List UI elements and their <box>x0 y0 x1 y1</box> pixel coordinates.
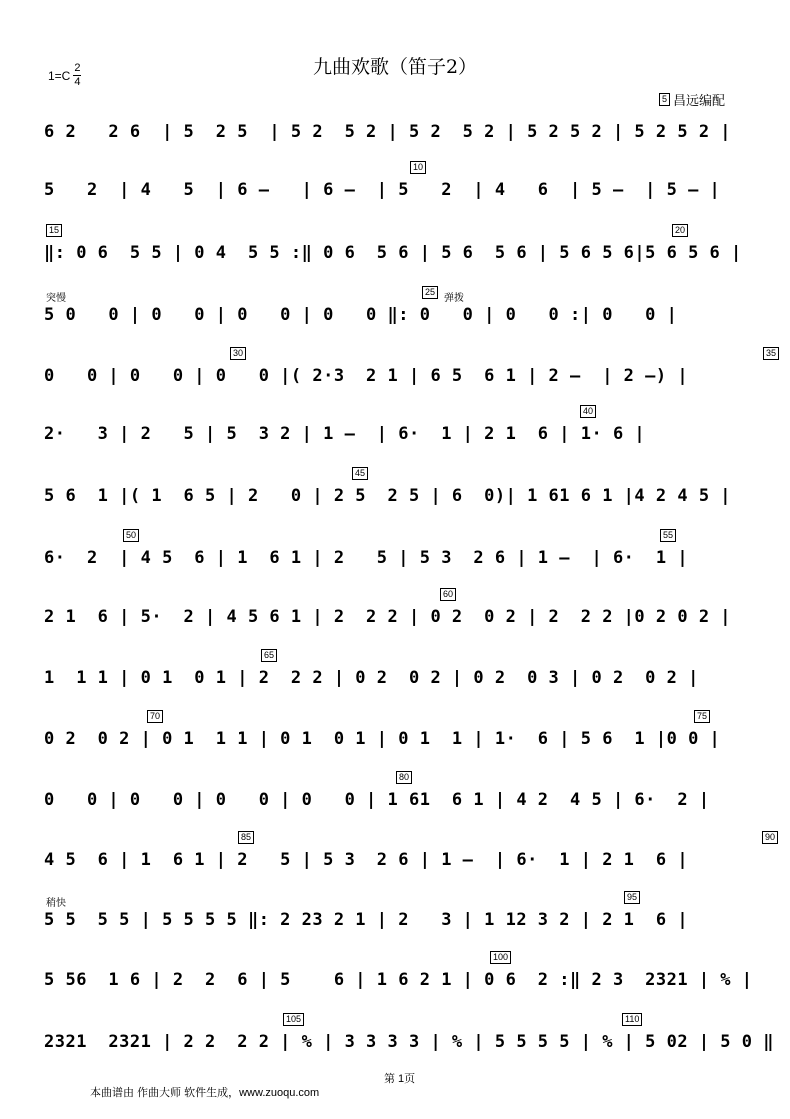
score-line: 2· 3 | 2 5 | 5 3 2 | 1 – | 6· 1 | 2 1 6 | 1· 6 | <box>44 424 646 444</box>
meter-bottom: 4 <box>74 76 81 88</box>
measure-number: 90 <box>762 831 778 844</box>
score-line: 5 56 1 6 | 2 2 6 | 5 6 | 1 6 2 1 | 0 6 2 :‖ 2 3 2321 | % | <box>44 970 753 990</box>
measure-number: 45 <box>352 467 368 480</box>
score-line: 5 2 | 4 5 | 6 – | 6 – | 5 2 | 4 6 | 5 – | 5 – | <box>44 180 721 200</box>
arranger-name: 昌远编配 <box>673 93 726 108</box>
score-line: 6· 2 | 4 5 6 | 1 6 1 | 2 5 | 5 3 2 6 | 1 – | 6· 1 | <box>44 548 689 568</box>
score-line: 2 1 6 | 5· 2 | 4 5 6 1 | 2 2 2 | 0 2 0 2 | 2 2 2 |0 2 0 2 | <box>44 607 732 627</box>
arranger-measure-number: 5 <box>659 93 670 106</box>
score-line: 5 5 5 5 | 5 5 5 5 ‖: 2 23 2 1 | 2 3 | 1 12 3 2 | 2 1 6 | <box>44 910 689 930</box>
measure-number: 55 <box>660 529 676 542</box>
measure-number: 105 <box>283 1013 304 1026</box>
performance-direction: 突慢 <box>46 293 66 304</box>
meter-top: 2 <box>74 62 81 74</box>
measure-number: 75 <box>694 710 710 723</box>
measure-number: 65 <box>261 649 277 662</box>
measure-number: 40 <box>580 405 596 418</box>
score-line: 0 0 | 0 0 | 0 0 |( 2·3 2 1 | 6 5 6 1 | 2 – | 2 –) | <box>44 366 689 386</box>
measure-number: 15 <box>46 224 62 237</box>
measure-number: 110 <box>622 1013 642 1026</box>
measure-number: 10 <box>410 161 426 174</box>
measure-number: 95 <box>624 891 640 904</box>
measure-number: 30 <box>230 347 246 360</box>
score-line: 6 2 2 6 | 5 2 5 | 5 2 5 2 | 5 2 5 2 | 5 2 5 2 | 5 2 5 2 | <box>44 122 732 142</box>
score-line: 1 1 1 | 0 1 0 1 | 2 2 2 | 0 2 0 2 | 0 2 0 3 | 0 2 0 2 | <box>44 668 699 688</box>
measure-number: 85 <box>238 831 254 844</box>
score-line: 2321 2321 | 2 2 2 2 | % | 3 3 3 3 | % | 5 5 5 5 | % | 5 02 | 5 0 ‖ <box>44 1032 774 1052</box>
measure-number: 100 <box>490 951 511 964</box>
arranger-credit <box>659 90 725 109</box>
page-title: 九曲欢歌（笛子2） <box>312 56 478 78</box>
measure-number: 60 <box>440 588 456 601</box>
measure-number: 80 <box>396 771 412 784</box>
measure-number: 25 <box>422 286 438 299</box>
footer-credit: 本曲谱由 作曲大师 软件生成，www.zuoqu.com <box>90 1087 320 1099</box>
score-line: 5 6 1 |( 1 6 5 | 2 0 | 2 5 2 5 | 6 0)| 1 61 6 1 |4 2 4 5 | <box>44 486 732 506</box>
score-line: ‖: 0 6 5 5 | 0 4 5 5 :‖ 0 6 5 6 | 5 6 5 6 | 5 6 5 6|5 6 5 6 | <box>44 243 742 263</box>
performance-direction: 稍快 <box>46 898 66 909</box>
performance-direction: 弹拨 <box>444 293 464 304</box>
measure-number: 50 <box>123 529 139 542</box>
measure-number: 70 <box>147 710 163 723</box>
measure-number: 20 <box>672 224 688 237</box>
score-line: 4 5 6 | 1 6 1 | 2 5 | 5 3 2 6 | 1 – | 6· 1 | 2 1 6 | <box>44 850 689 870</box>
measure-number: 35 <box>763 347 779 360</box>
score-line: 5 0 0 | 0 0 | 0 0 | 0 0 ‖: 0 0 | 0 0 :| 0 0 | <box>44 305 678 325</box>
score-line: 0 0 | 0 0 | 0 0 | 0 0 | 1 61 6 1 | 4 2 4 5 | 6· 2 | <box>44 790 710 810</box>
page-number: 第 1页 <box>384 1073 416 1085</box>
score-line: 0 2 0 2 | 0 1 1 1 | 0 1 0 1 | 0 1 1 | 1· 6 | 5 6 1 |0 0 | <box>44 729 721 749</box>
key-label: 1=C <box>48 68 71 83</box>
